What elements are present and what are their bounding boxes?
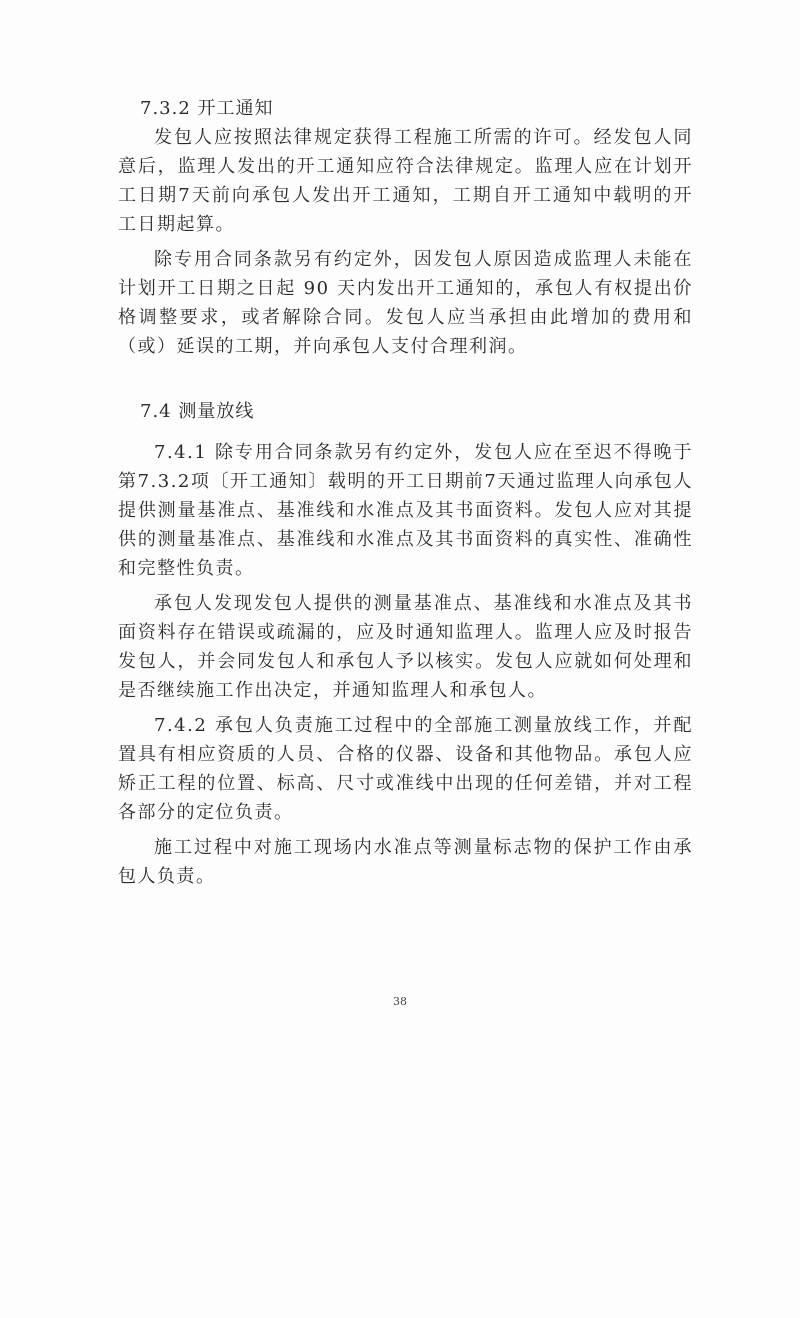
paragraph: 施工过程中对施工现场内水准点等测量标志物的保护工作由承包人负责。 — [118, 837, 693, 887]
page-number: 38 — [393, 995, 407, 1008]
paragraph: 7.4.1 除专用合同条款另有约定外，发包人应在至迟不得晚于第7.3.2项〔开工通知〕载明的开工日期前7天通过监理人向承包人提供测量基准点、基准线和水准点及其书面资料。发包人应对其提供的测量基准点、基准线和水准点及其书面资料的真实性、准确性和完整性负责。 — [118, 442, 693, 579]
paragraph: 发包人应按照法律规定获得工程施工所需的许可。经发包人同意后，监理人发出的开工通知应符合法律规定。监理人应在计划开工日期7天前向承包人发出开工通知，工期自开工通知中载明的开工日期起算。 — [118, 127, 693, 235]
paragraph: 承包人发现发包人提供的测量基准点、基准线和水准点及其书面资料存在错误或疏漏的，应及时通知监理人。监理人应及时报告发包人，并会同发包人和承包人予以核实。发包人应就如何处理和是否继续施工作出决定，并通知监理人和承包人。 — [118, 593, 693, 701]
section-7-4-body — [118, 438, 693, 891]
paragraph: 7.4.2 承包人负责施工过程中的全部施工测量放线工作，并配置具有相应资质的人员、合格的仪器、设备和其他物品。承包人应矫正工程的位置、标高、尺寸或准线中出现的任何差错，并对工程各部分的定位负责。 — [118, 715, 693, 823]
paragraph: 除专用合同条款另有约定外，因发包人原因造成监理人未能在计划开工日期之日起 90 天内发出开工通知的，承包人有权提出价格调整要求，或者解除合同。发包人应当承担由此增加的费用和（或）延误的工期，并向承包人支付合理利润。 — [118, 249, 693, 357]
section-7-3-2-body — [118, 123, 693, 361]
section-heading-7-3-2: 7.3.2 开工通知 — [140, 98, 274, 119]
section-heading-7-4: 7.4 测量放线 — [140, 401, 255, 422]
